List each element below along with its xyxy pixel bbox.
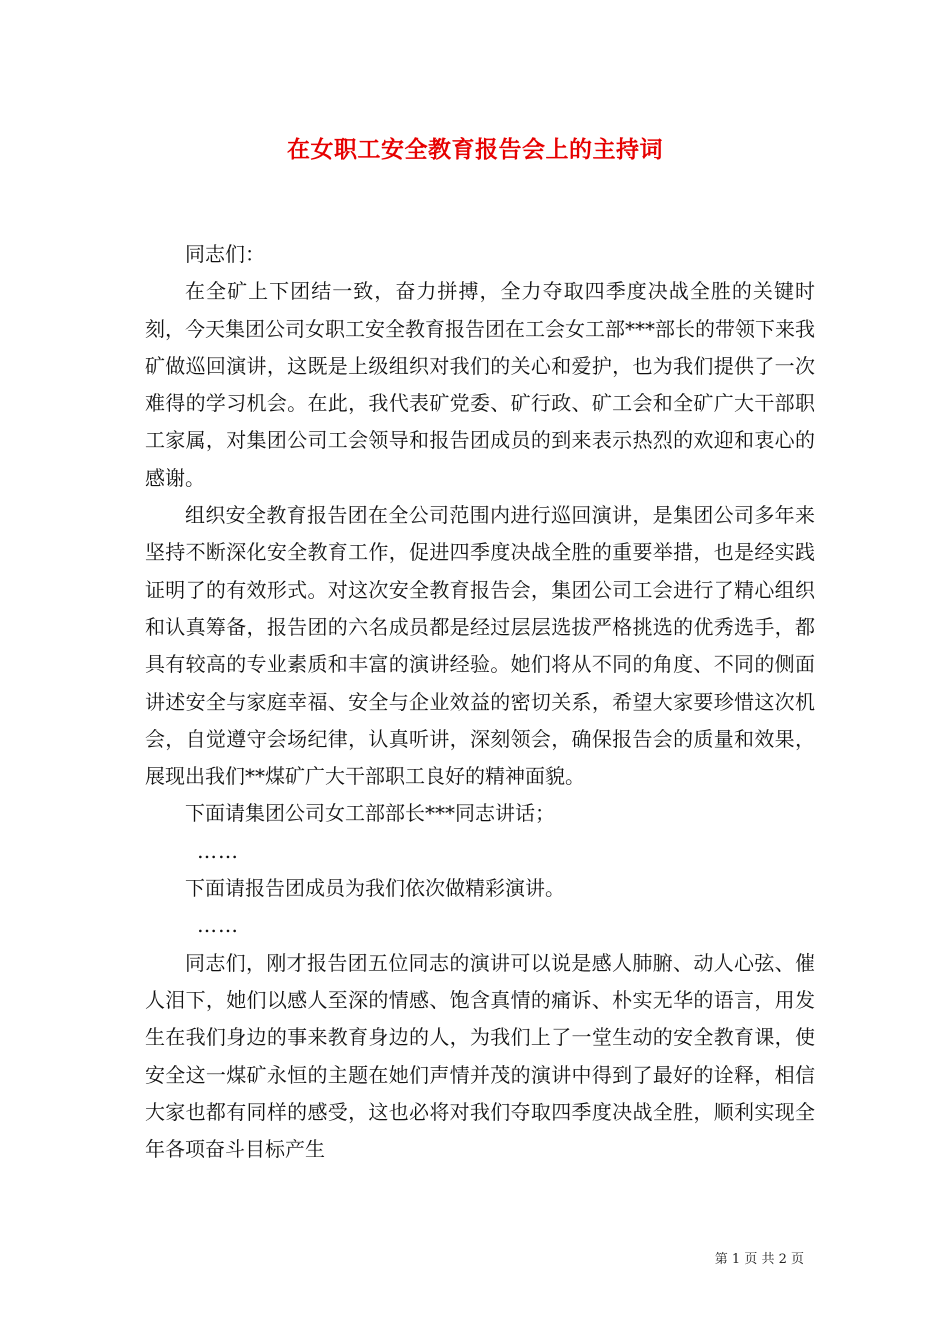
ellipsis-1: …… (197, 838, 239, 863)
paragraph-invite-speech: 下面请集团公司女工部部长***同志讲话； (185, 801, 555, 826)
page-indicator: 第 1 页 共 2 页 (714, 1252, 804, 1267)
paragraph-summary: 同志们，刚才报告团五位同志的演讲可以说是感人肺腑、动人心弦、催人泪下，她们以感人至深的情感、饱含真情的痛诉、朴实无华的语言，用发生在我们身边的事来教育身边的人，为我们上了一堂生动的安全教育课，使安全这一煤矿永恒的主题在她们声情并茂的演讲中得到了最好的诠释，相信大家也都有同样的感受，这也必将对我们夺取四季度决战全胜，顺利实现全年各项奋斗目标产生 (145, 950, 815, 1162)
document-title: 在女职工安全教育报告会上的主持词 (287, 136, 663, 163)
paragraph-welcome: 在全矿上下团结一致，奋力拼搏，全力夺取四季度决战全胜的关键时刻，今天集团公司女职工安全教育报告团在工会女工部***部长的带领下来我矿做巡回演讲，这既是上级组织对我们的关心和爱护，也为我们提供了一次难得的学习机会。在此，我代表矿党委、矿行政、矿工会和全矿广大干部职工家属，对集团公司工会领导和报告团成员的到来表示热烈的欢迎和衷心的感谢。 (145, 279, 815, 490)
salutation: 同志们： (185, 242, 265, 266)
paragraph-purpose: 组织安全教育报告团在全公司范围内进行巡回演讲，是集团公司多年来坚持不断深化安全教育工作，促进四季度决战全胜的重要举措，也是经实践证明了的有效形式。对这次安全教育报告会，集团公司工会进行了精心组织和认真筹备，报告团的六名成员都是经过层层选拔严格挑选的优秀选手，都具有较高的专业素质和丰富的演讲经验。她们将从不同的角度、不同的侧面讲述安全与家庭幸福、安全与企业效益的密切关系，希望大家要珍惜这次机会，自觉遵守会场纪律，认真听讲，深刻领会，确保报告会的质量和效果，展现出我们**煤矿广大干部职工良好的精神面貌。 (145, 503, 815, 789)
document-body (145, 236, 815, 1168)
paragraph-invite-reports: 下面请报告团成员为我们依次做精彩演讲。 (185, 876, 565, 901)
ellipsis-2: …… (197, 913, 239, 938)
